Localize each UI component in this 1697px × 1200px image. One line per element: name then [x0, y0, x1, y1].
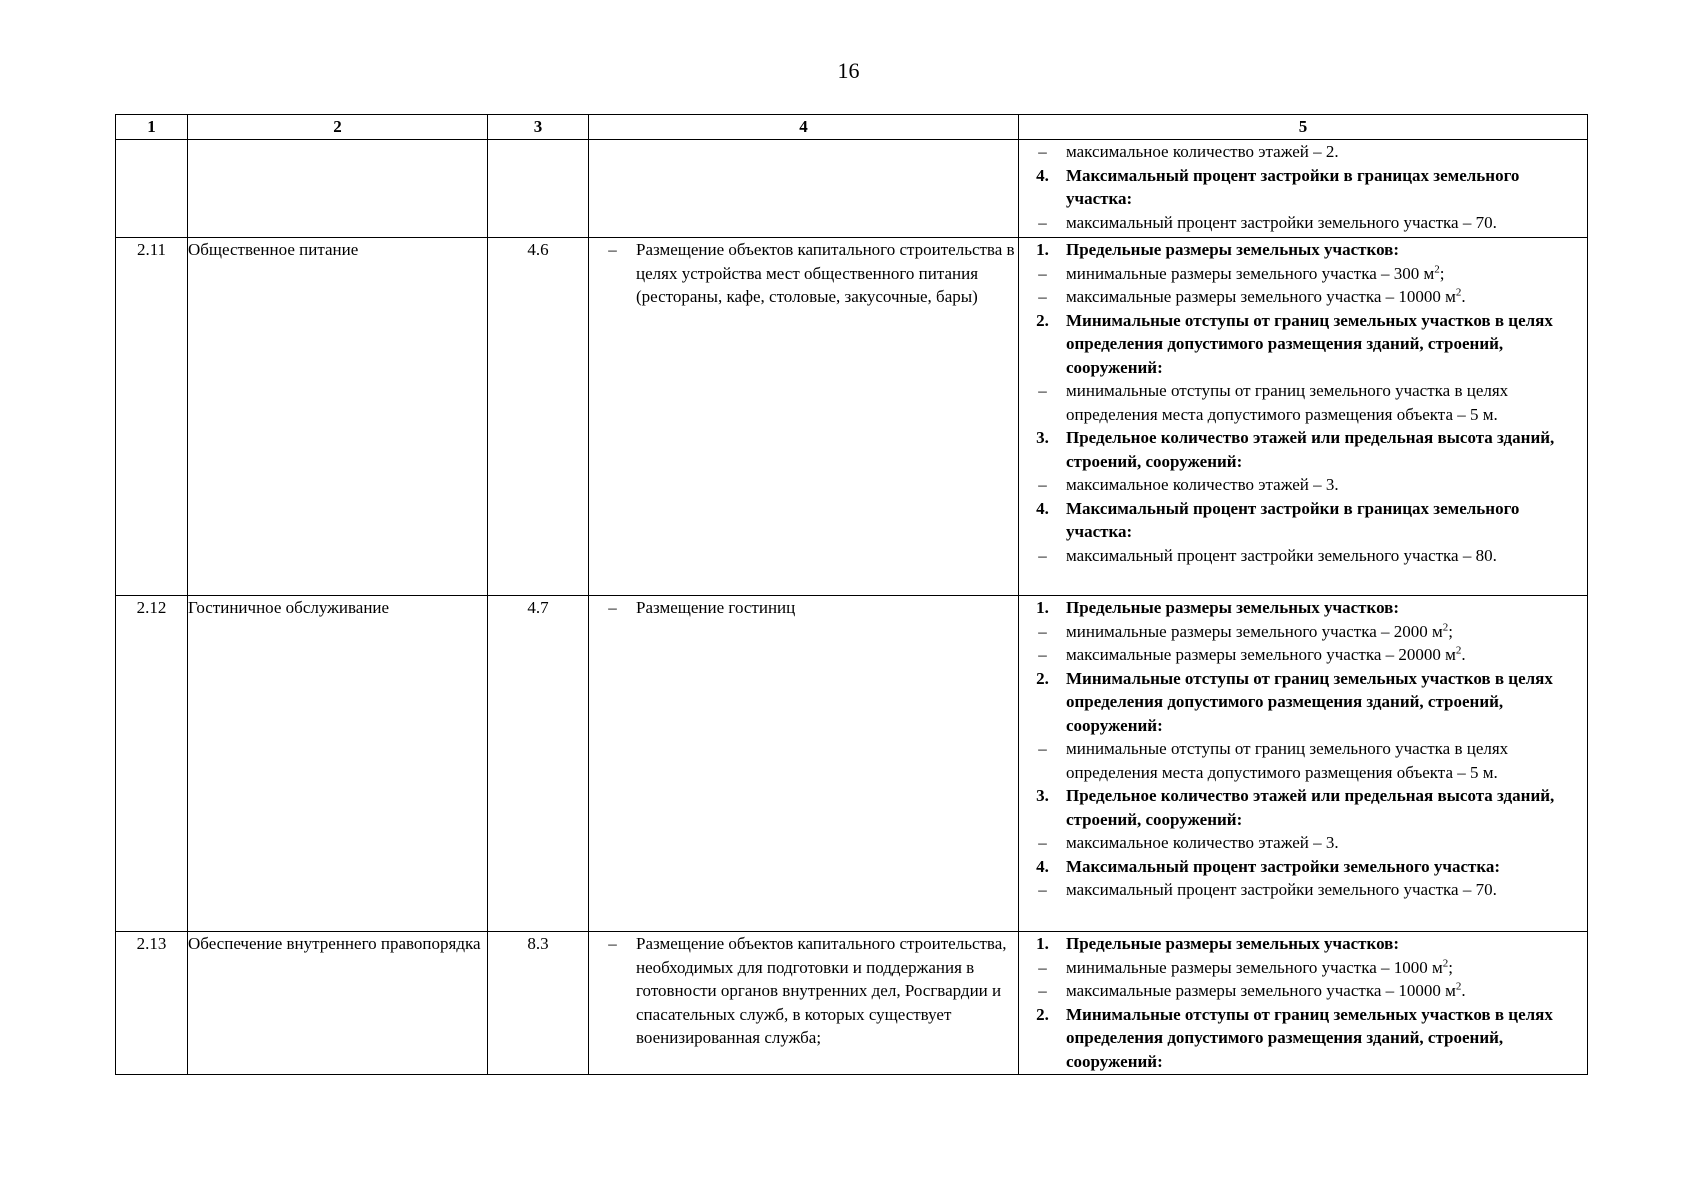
parameter-heading	[1066, 426, 1587, 473]
line-text: максимальные размеры земельного участка – 20000 м	[1066, 645, 1456, 664]
parameter-line	[1019, 643, 1587, 667]
parameters-list	[1019, 140, 1587, 234]
line-text: минимальные размеры земельного участка – 300 м	[1066, 263, 1435, 283]
parameter-heading	[1066, 667, 1587, 738]
dash-marker: –	[1038, 957, 1047, 977]
parameter-line	[1019, 140, 1587, 164]
parameters-list	[1019, 238, 1587, 567]
dash-marker: –	[1038, 739, 1047, 758]
parameters-list	[1019, 596, 1587, 902]
parameter-line	[1019, 855, 1587, 879]
use-description-cell	[589, 932, 1019, 1075]
parameter-value	[1066, 379, 1587, 426]
item-number: 3.	[1036, 428, 1049, 447]
unit-exponent: 2	[1442, 620, 1449, 633]
parameter-line	[1019, 262, 1587, 286]
parameter-value	[636, 238, 1018, 309]
parameter-value	[1066, 620, 1587, 644]
use-code: 4.7	[488, 596, 589, 932]
parameters-cell	[1019, 238, 1588, 596]
parameter-value	[1066, 473, 1587, 497]
parameter-line	[1019, 956, 1587, 980]
description-line	[589, 932, 1018, 1050]
row-number: 2.11	[116, 238, 188, 596]
line-text: максимальный процент застройки земельного участка – 70.	[1066, 880, 1497, 899]
column-header-1: 1	[116, 115, 188, 140]
row-number-cell	[116, 140, 188, 238]
dash-marker: –	[1038, 263, 1047, 283]
parameter-line	[1019, 878, 1587, 902]
parameter-heading	[1066, 596, 1587, 620]
use-description-cell	[589, 596, 1019, 932]
dash-marker: –	[1038, 833, 1047, 852]
description-line	[589, 596, 1018, 620]
item-number: 1.	[1036, 934, 1049, 953]
use-code: 4.6	[488, 238, 589, 596]
item-number: 4.	[1036, 498, 1049, 518]
parameter-line	[1019, 831, 1587, 855]
line-text: минимальные размеры земельного участка – 1000 м	[1066, 957, 1443, 977]
parameter-value	[1066, 544, 1587, 568]
line-text: максимальные размеры земельного участка – 10000 м	[1066, 287, 1456, 306]
parameter-heading	[1066, 932, 1587, 956]
item-number: 1.	[1036, 240, 1049, 259]
parameter-value	[1066, 643, 1587, 667]
parameter-line	[1019, 497, 1587, 544]
use-name: Гостиничное обслуживание	[188, 596, 488, 932]
line-text: максимальное количество этажей – 3.	[1066, 833, 1339, 852]
parameter-line	[1019, 932, 1587, 956]
parameters-cell	[1019, 932, 1588, 1075]
line-text: минимальные размеры земельного участка – 2000 м	[1066, 621, 1443, 641]
parameter-value	[1066, 979, 1587, 1003]
use-name-cell	[188, 140, 488, 238]
item-number: 3.	[1036, 786, 1049, 805]
line-text: Предельные размеры земельных участков:	[1066, 240, 1400, 259]
parameter-heading	[1066, 855, 1587, 879]
line-text: максимальный процент застройки земельного участка – 80.	[1066, 545, 1497, 565]
table-row	[116, 238, 1588, 596]
parameter-line	[1019, 473, 1587, 497]
item-number: 4.	[1036, 856, 1049, 876]
parameter-line	[1019, 379, 1587, 426]
line-text: Размещение гостиниц	[636, 598, 796, 617]
item-number: 1.	[1036, 598, 1049, 617]
parameter-heading	[1066, 784, 1587, 831]
line-text: минимальные отступы от границ земельного участка в целях определения места допустимого размещения объекта – 5 м.	[1066, 739, 1509, 782]
unit-exponent: 2	[1455, 286, 1462, 299]
line-text: Предельные размеры земельных участков:	[1066, 598, 1400, 617]
parameter-value	[636, 932, 1018, 1050]
parameter-line	[1019, 737, 1587, 784]
parameter-heading	[1066, 1003, 1587, 1074]
parameter-value	[636, 596, 1018, 620]
parameters-cell	[1019, 596, 1588, 932]
line-text: максимальный процент застройки земельного участка – 70.	[1066, 212, 1497, 232]
parameter-heading	[1066, 309, 1587, 380]
parameter-line	[1019, 596, 1587, 620]
line-text: Предельное количество этажей или предельная высота зданий, строений, сооружений:	[1066, 786, 1555, 829]
unit-exponent: 2	[1455, 980, 1462, 993]
parameter-value	[1066, 737, 1587, 784]
line-text: максимальные размеры земельного участка – 10000 м	[1066, 981, 1456, 1000]
description-list	[589, 596, 1018, 620]
parameter-line	[1019, 426, 1587, 473]
parameter-value	[1066, 878, 1587, 902]
dash-marker: –	[1038, 981, 1047, 1000]
column-header-5: 5	[1019, 115, 1588, 140]
description-list	[589, 238, 1018, 309]
land-use-table	[115, 114, 1588, 1075]
item-number: 2.	[1036, 1004, 1049, 1024]
column-header-2: 2	[188, 115, 488, 140]
line-text: Минимальные отступы от границ земельных участков в целях определения допустимого размещения зданий, строений, сооружений:	[1066, 310, 1553, 377]
description-line	[589, 238, 1018, 309]
parameter-line	[1019, 164, 1587, 211]
dash-marker: –	[1038, 621, 1047, 641]
description-list	[589, 932, 1018, 1050]
dash-marker: –	[608, 240, 617, 259]
parameter-line	[1019, 309, 1587, 380]
unit-exponent: 2	[1442, 956, 1449, 969]
parameter-value	[1066, 956, 1587, 980]
use-code-cell	[488, 140, 589, 238]
line-text: максимальное количество этажей – 3.	[1066, 475, 1339, 494]
parameter-value	[1066, 262, 1587, 286]
line-text: Минимальные отступы от границ земельных участков в целях определения допустимого размещения зданий, строений, сооружений:	[1066, 668, 1553, 735]
line-text: Размещение объектов капитального строительства в целях устройства мест общественного питания (рестораны, кафе, столовые, закусочные, бары)	[636, 240, 1015, 306]
dash-marker: –	[1038, 212, 1047, 232]
line-text: Максимальный процент застройки земельного участка:	[1066, 856, 1501, 876]
use-name: Общественное питание	[188, 238, 488, 596]
line-text: минимальные отступы от границ земельного участка в целях определения места допустимого размещения объекта – 5 м.	[1066, 381, 1509, 424]
dash-marker: –	[1038, 475, 1047, 494]
row-number: 2.12	[116, 596, 188, 932]
parameter-line	[1019, 285, 1587, 309]
table-row	[116, 932, 1588, 1075]
dash-marker: –	[608, 934, 617, 953]
parameter-heading	[1066, 497, 1587, 544]
row-number: 2.13	[116, 932, 188, 1075]
parameter-line	[1019, 979, 1587, 1003]
line-punctuation: .	[1461, 287, 1466, 306]
use-code: 8.3	[488, 932, 589, 1075]
use-description-cell	[589, 238, 1019, 596]
dash-marker: –	[1038, 381, 1047, 400]
dash-marker: –	[1038, 880, 1047, 899]
parameter-value	[1066, 285, 1587, 309]
parameter-line	[1019, 1003, 1587, 1074]
item-number: 2.	[1036, 310, 1049, 330]
page-number: 16	[837, 58, 860, 83]
line-text: Предельные размеры земельных участков:	[1066, 934, 1400, 953]
parameter-value	[1066, 140, 1587, 164]
dash-marker: –	[1038, 545, 1047, 565]
parameters-list	[1019, 932, 1587, 1073]
use-description-cell	[589, 140, 1019, 238]
line-text: Размещение объектов капитального строительства, необходимых для подготовки и поддержания в готовности органов внутренних дел, Росгвардии и спасательных служб, в которых существует военизированная служба;	[636, 934, 1007, 1047]
line-text: Максимальный процент застройки в границах земельного участка:	[1066, 165, 1520, 208]
dash-marker: –	[1038, 645, 1047, 664]
parameter-line	[1019, 238, 1587, 262]
table-row-continued	[116, 140, 1588, 238]
parameter-heading	[1066, 164, 1587, 211]
parameter-line	[1019, 211, 1587, 235]
line-text: Предельное количество этажей или предельная высота зданий, строений, сооружений:	[1066, 428, 1555, 471]
table-row	[116, 596, 1588, 932]
dash-marker: –	[608, 598, 617, 617]
dash-marker: –	[1038, 287, 1047, 306]
line-punctuation: ;	[1448, 621, 1453, 641]
unit-exponent: 2	[1455, 644, 1462, 657]
parameter-value	[1066, 211, 1587, 235]
parameter-value	[1066, 831, 1587, 855]
line-text: Минимальные отступы от границ земельных участков в целях определения допустимого размещения зданий, строений, сооружений:	[1066, 1004, 1553, 1071]
parameter-heading	[1066, 238, 1587, 262]
column-header-3: 3	[488, 115, 589, 140]
item-number: 2.	[1036, 668, 1049, 688]
dash-marker: –	[1038, 142, 1047, 161]
use-name: Обеспечение внутреннего правопорядка	[188, 932, 488, 1075]
parameters-cell	[1019, 140, 1588, 238]
column-number-row	[116, 115, 1588, 140]
column-header-4: 4	[589, 115, 1019, 140]
unit-exponent: 2	[1434, 262, 1440, 275]
line-punctuation: .	[1461, 645, 1466, 664]
parameter-line	[1019, 544, 1587, 568]
parameter-line	[1019, 620, 1587, 644]
line-text: Максимальный процент застройки в границах земельного участка:	[1066, 498, 1520, 541]
line-punctuation: ;	[1439, 263, 1445, 283]
parameter-line	[1019, 784, 1587, 831]
line-punctuation: .	[1461, 981, 1466, 1000]
item-number: 4.	[1036, 165, 1049, 185]
line-punctuation: ;	[1448, 957, 1453, 977]
parameter-line	[1019, 667, 1587, 738]
line-text: максимальное количество этажей – 2.	[1066, 142, 1339, 161]
